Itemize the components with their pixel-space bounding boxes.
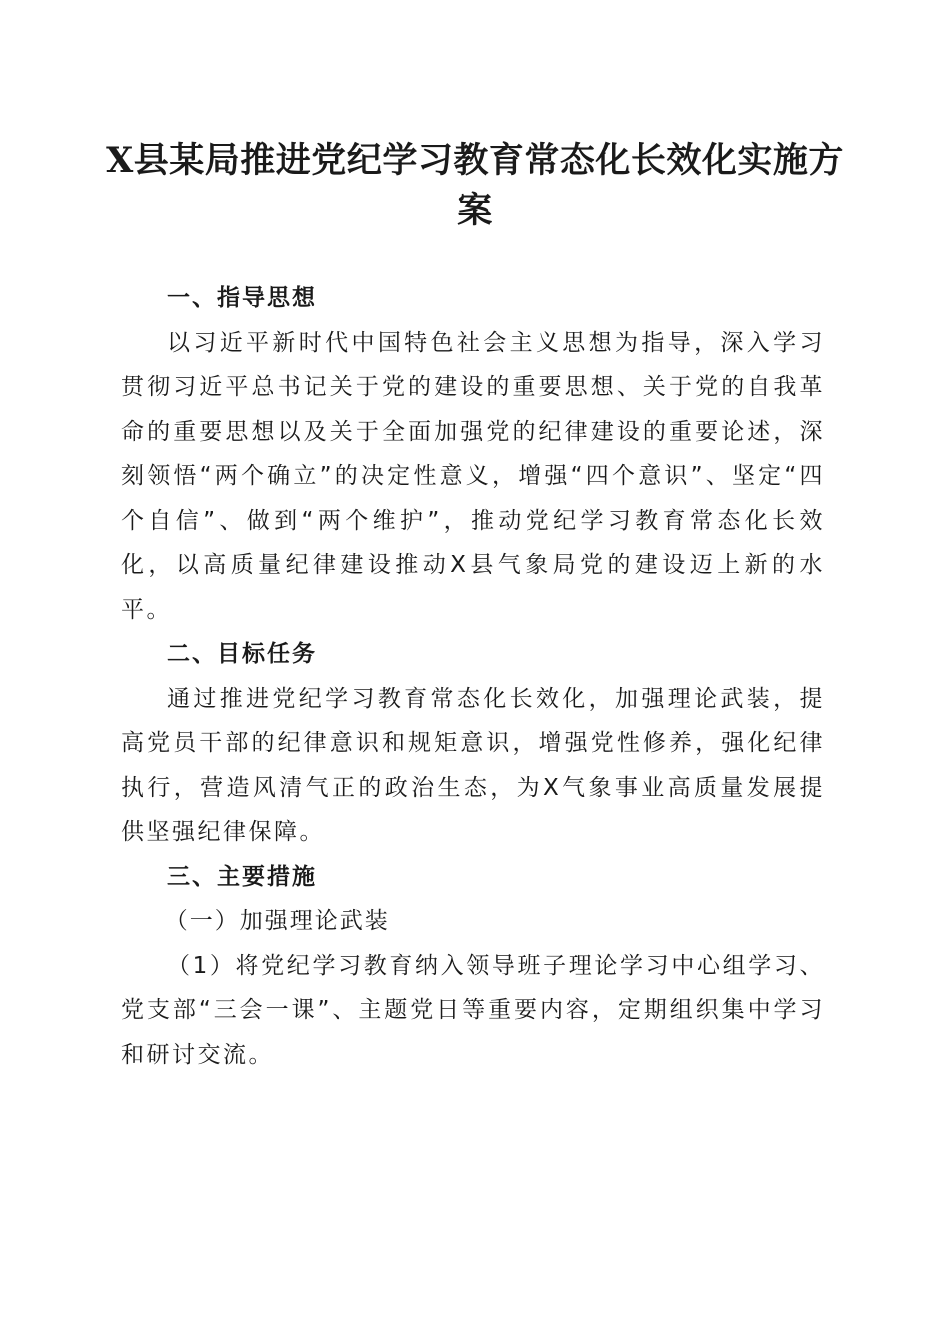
section-paragraph-goals: 通过推进党纪学习教育常态化长效化，加强理论武装，提高党员干部的纪律意识和规矩意识，增强党性修养，强化纪律执行，营造风清气正的政治生态，为X气象事业高质量发展提供坚强纪律保障。 bbox=[121, 685, 825, 845]
document-body bbox=[121, 276, 825, 1077]
section-heading-goals: 二、目标任务 bbox=[167, 641, 317, 667]
subsection-heading-theory: （一）加强理论武装 bbox=[164, 908, 390, 934]
measure-item-1: （1）将党纪学习教育纳入领导班子理论学习中心组学习、党支部“三会一课”、主题党日等重要内容，定期组织集中学习和研讨交流。 bbox=[121, 952, 825, 1068]
section-heading-guiding-ideology: 一、指导思想 bbox=[167, 285, 317, 311]
document-title: X县某局推进党纪学习教育常态化长效化实施方案 bbox=[106, 140, 844, 231]
section-heading-measures: 三、主要措施 bbox=[167, 863, 317, 890]
section-paragraph-guiding-ideology: 以习近平新时代中国特色社会主义思想为指导，深入学习贯彻习近平总书记关于党的建设的重要思想、关于党的自我革命的重要思想以及关于全面加强党的纪律建设的重要论述，深刻领悟“两个确立”的决定性意义，增强“四个意识”、坚定“四个自信”、做到“两个维护”，推动党纪学习教育常态化长效化，以高质量纪律建设推动X县气象局党的建设迈上新的水平。 bbox=[121, 329, 825, 623]
